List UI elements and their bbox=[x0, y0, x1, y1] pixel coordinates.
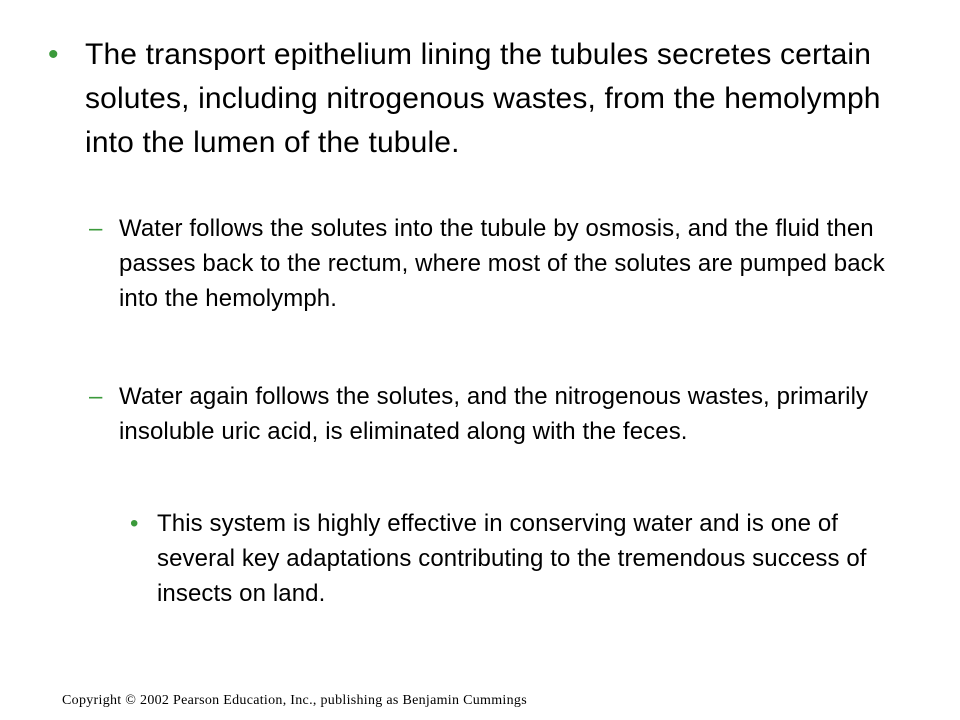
bullet-level1-transport-epithelium bbox=[48, 33, 918, 165]
bullet-level2-water-follows bbox=[89, 211, 919, 316]
dash-marker: – bbox=[89, 215, 103, 242]
bullet-level3-system-effective bbox=[130, 506, 919, 611]
dash-marker: – bbox=[89, 383, 103, 410]
bullet-text: Water again follows the solutes, and the nitrogenous wastes, primarily insoluble uric acid, is eliminated along with the feces. bbox=[119, 383, 869, 445]
bullet-text: The transport epithelium lining the tubules secretes certain solutes, including nitrogenous wastes, from the hemolymph into the lumen of the tubule. bbox=[85, 38, 881, 159]
bullet-marker: • bbox=[130, 510, 139, 537]
copyright-footer: Copyright © 2002 Pearson Education, Inc., publishing as Benjamin Cummings bbox=[62, 693, 527, 708]
bullet-level2-water-again bbox=[89, 379, 919, 449]
bullet-text: This system is highly effective in conserving water and is one of several key adaptations contributing to the tremendous success of insects on land. bbox=[157, 510, 867, 607]
bullet-text: Water follows the solutes into the tubule by osmosis, and the fluid then passes back to the rectum, where most of the solutes are pumped back into the hemolymph. bbox=[119, 215, 885, 312]
bullet-marker: • bbox=[48, 38, 59, 71]
